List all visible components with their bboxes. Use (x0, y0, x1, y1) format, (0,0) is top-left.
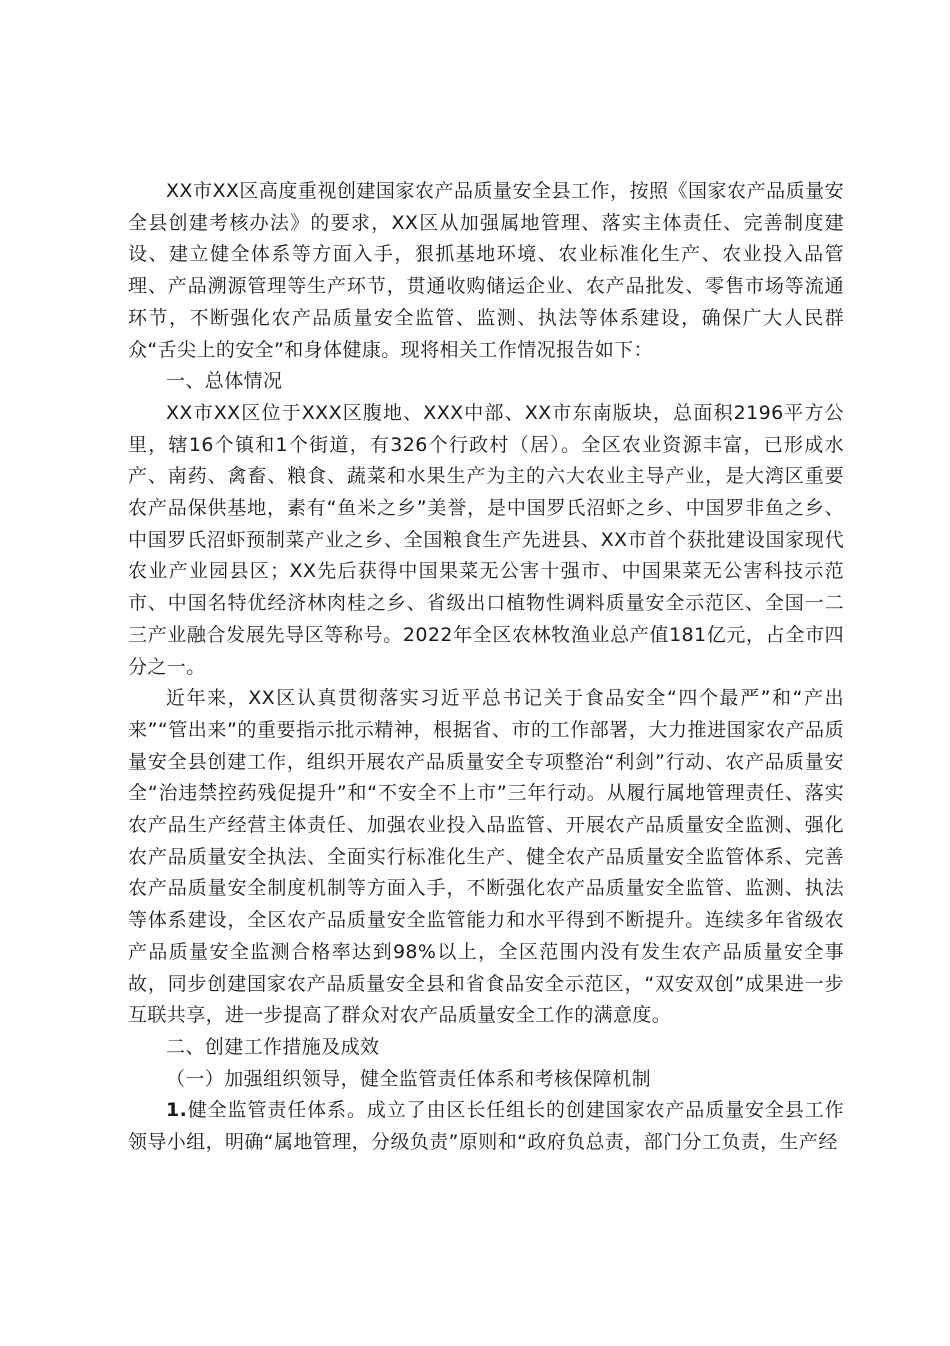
subsection-heading-organization: （一）加强组织领导，健全监管责任体系和考核保障机制 (166, 1067, 652, 1090)
item-1-number: 1. (166, 1099, 188, 1122)
recent-work-paragraph: 近年来，XX区认真贯彻落实习近平总书记关于食品安全“四个最严”和“产出来”“管出来”的重要指示批示精神，根据省、市的工作部署，大力推进国家农产品质量安全县创建工作，组织开展农产品质量安全专项整治“利剑”行动、农产品质量安全“治违禁控药残促提升”和“不安全不上市”三年行动。从履行属地管理责任、落实农产品生产经营主体责任、加强农业投入品监管、开展农产品质量安全监测、强化农产品质量安全执法、全面实行标准化生产、健全农产品质量安全监管体系、完善农产品质量安全制度机制等方面入手，不断强化农产品质量安全监管、监测、执法等体系建设，全区农产品质量安全监管能力和水平得到不断提升。连续多年省级农产品质量安全监测合格率达到98%以上，全区范围内没有发生农产品质量安全事故，同步创建国家农产品质量安全县和省食品安全示范区，“双安双创”成果进一步互联共享，进一步提高了群众对农产品质量安全工作的满意度。 (128, 687, 844, 1027)
document-body (128, 176, 844, 1159)
section-heading-overview: 一、总体情况 (166, 370, 283, 393)
item-1-text: 健全监管责任体系。成立了由区长任组长的创建国家农产品质量安全县工作领导小组，明确“属地管理，分级负责”原则和“政府负总责，部门分工负责，生产经 (128, 1099, 844, 1154)
overview-paragraph: XX市XX区位于XXX区腹地、XXX中部、XX市东南版块，总面积2196平方公里，辖16个镇和1个街道，有326个行政村（居）。全区农业资源丰富，已形成水产、南药、禽畜、粮食、蔬菜和水果生产为主的六大农业主导产业，是大湾区重要农产品保供基地，素有“鱼米之乡”美誉，是中国罗氏沼虾之乡、中国罗非鱼之乡、中国罗氏沼虾预制菜产业之乡、全国粮食生产先进县、XX市首个获批建设国家现代农业产业园县区；XX先后获得中国果菜无公害十强市、中国果菜无公害科技示范市、中国名特优经济林肉桂之乡、省级出口植物性调料质量安全示范区、全国一二三产业融合发展先导区等称号。2022年全区农林牧渔业总产值181亿元，占全市四分之一。 (128, 401, 844, 678)
item-1-paragraph (128, 1095, 844, 1158)
section-heading-measures: 二、创建工作措施及成效 (166, 1035, 380, 1058)
intro-paragraph: XX市XX区高度重视创建国家农产品质量安全县工作，按照《国家农产品质量安全县创建考核办法》的要求，XX区从加强属地管理、落实主体责任、完善制度建设、建立健全体系等方面入手，狠抓基地环境、农业标准化生产、农业投入品管理、产品溯源管理等生产环节，贯通收购储运企业、农产品批发、零售市场等流通环节，不断强化农产品质量安全监管、监测、执法等体系建设，确保广大人民群众“舌尖上的安全”和身体健康。现将相关工作情况报告如下： (128, 180, 844, 361)
